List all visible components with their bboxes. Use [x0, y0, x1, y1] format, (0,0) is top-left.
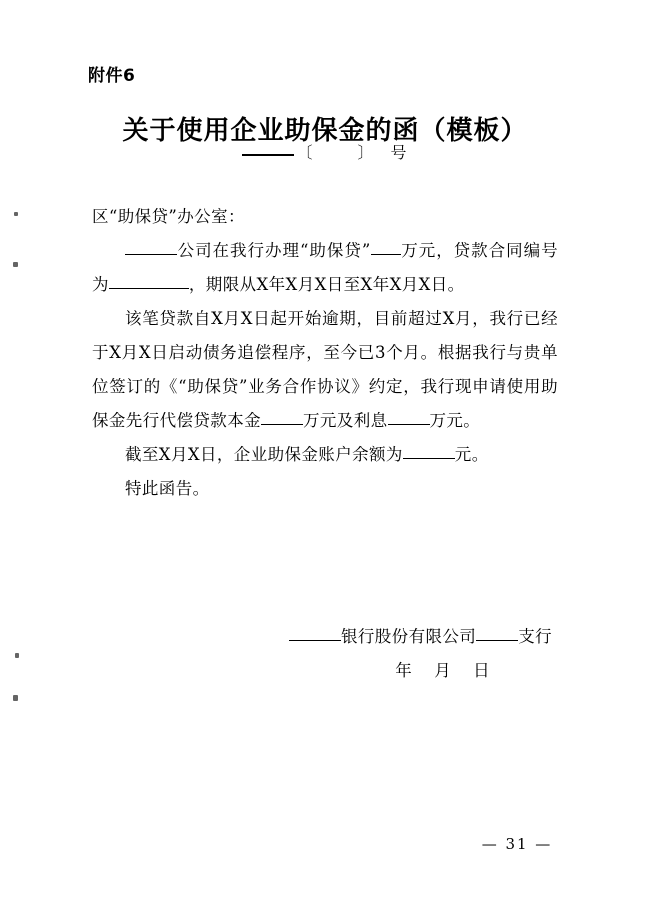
p1-text-1: 公司在我行办理“助保贷” — [177, 241, 371, 260]
date-month-label: 月 — [434, 661, 452, 680]
document-number-blank — [242, 154, 294, 156]
document-number-unit: 号 — [390, 143, 408, 162]
p1-text-2: 万元，贷款合同编号为 — [92, 241, 558, 294]
attachment-label: 附件6 — [88, 66, 136, 86]
blank-principal-amount — [261, 409, 303, 425]
p2-text-1: 该笔贷款自X月X日起开始逾期，目前超过X月，我行已经于X月X日启动债务追偿程序，至今已3个月。根据我行与贵单位签订的《“助保贷”业务合作协议》约定，我行现申请使用助保金先行代偿贷款本金 — [92, 309, 558, 430]
signature-bank-line — [92, 620, 558, 654]
blank-contract-number — [109, 273, 189, 289]
date-day-label: 日 — [473, 661, 490, 680]
p3-text-1: 截至X月X日，企业助保金账户余额为 — [125, 445, 403, 464]
document-body — [92, 200, 558, 506]
signature-bank-name: 银行股份有限公司 — [340, 627, 477, 646]
paragraph-1 — [92, 234, 558, 302]
paragraph-3 — [92, 438, 558, 472]
salutation: 区“助保贷”办公室： — [92, 207, 245, 226]
scan-speck-4 — [13, 695, 18, 701]
blank-interest-amount — [388, 409, 430, 425]
blank-branch-name — [476, 625, 518, 641]
signature-branch-suffix: 支行 — [518, 627, 552, 646]
p2-text-3: 万元。 — [429, 411, 481, 430]
page-number: — 31 — — [481, 835, 553, 853]
scan-speck-1 — [14, 212, 18, 216]
p3-text-2: 元。 — [454, 445, 489, 464]
page-title: 关于使用企业助保金的函（模板） — [122, 116, 528, 147]
scan-speck-2 — [13, 262, 18, 267]
blank-bank-name-prefix — [289, 625, 341, 641]
blank-loan-amount — [371, 239, 401, 255]
bracket-close: 〕 — [357, 143, 375, 162]
p1-text-3: ，期限从X年X月X日至X年X月X日。 — [188, 275, 465, 294]
signature-date-line — [92, 654, 558, 688]
date-year-label: 年 — [395, 661, 413, 680]
bracket-open: 〔 — [296, 143, 314, 162]
scan-speck-3 — [15, 653, 19, 658]
blank-company-name — [125, 239, 177, 255]
signature-block — [92, 620, 558, 688]
paragraph-2 — [92, 302, 558, 438]
blank-account-balance — [403, 443, 455, 459]
paragraph-4: 特此函告。 — [125, 479, 210, 498]
p2-text-2: 万元及利息 — [303, 411, 388, 430]
document-number-line — [0, 143, 650, 162]
